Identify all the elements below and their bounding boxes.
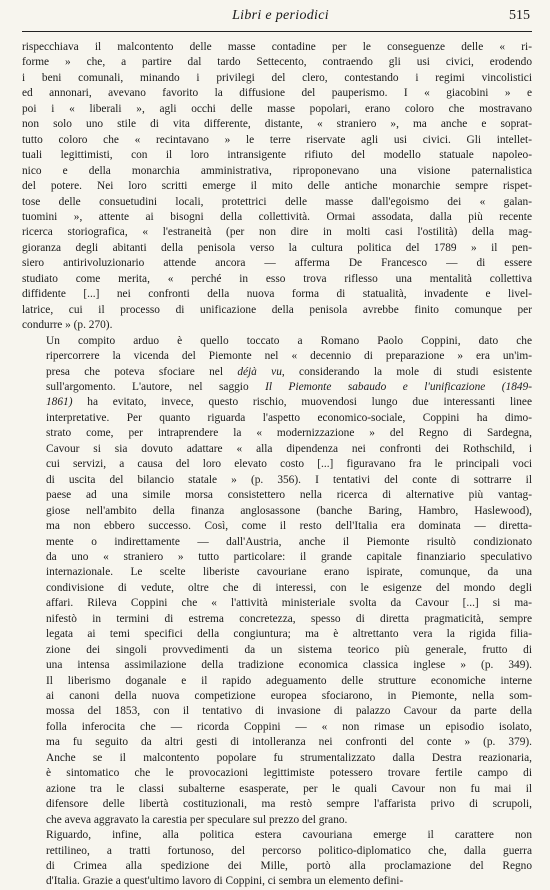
text-line: nico e della monarchia amministrativa, riproponevano una visione paternalistica (22, 164, 532, 177)
text-line: internazionale. Le scelte liberiste cavouriane erano ispirate, comunque, da una (46, 566, 532, 579)
text-line: 1861) ha evitato, invece, questo rischio, muovendosi lungo due interessanti linee (46, 396, 532, 409)
text-line: ed annonari, avevano favorito la diffusione del pauperismo. I « giacobini » e (22, 87, 532, 100)
text-line: del potere. Nei loro scritti emerge il mito delle antiche monarchie sempre rispet- (22, 180, 532, 193)
text-line: forme » che, a partire dal tardo Settecento, contraendo gli usi civici, erodendo (22, 56, 532, 69)
text-line: ripercorrere la vicenda del Piemonte nel « decennio di preparazione » era un'im- (46, 350, 532, 363)
text-line: poi i « liberali », agli occhi delle masse popolari, erano coloro che mostravano (22, 102, 532, 115)
text-line: presa che poteva sfociare nel déjà vu, considerando la mole di studi esistente (46, 365, 532, 378)
text-line: Anche se il malcontento popolare fu strumentalizzato dalla Destra reazionaria, (46, 751, 532, 764)
page (22, 8, 532, 890)
text-line: rispecchiava il malcontento delle masse contadine per le conseguenze delle « ri- (22, 41, 532, 53)
text-line: difensore delle libertà costituzionali, ma restò sempre l'affarista privo di scrupoli, (46, 798, 532, 811)
text-line: i beni comunali, minando i privilegi del clero, contestando i regimi vincolistici (22, 71, 532, 84)
text-line: paese ad una simile morsa consistettero nella ricerca di alternative più vantag- (46, 489, 532, 502)
text-line: condivisione di vedute, oltre che di interessi, con le esigenze del mondo degli (46, 581, 532, 594)
text-line: ma fu seguito da altri gesti di intolleranza nei confronti del conte » (p. 379). (46, 736, 532, 749)
text-line: giose nell'ambito della finanza anglosassone (banche Baring, Hambro, Haslewood), (46, 504, 532, 517)
text-line: che aveva aggravato la carestia per speculare sul prezzo del grano. (46, 813, 348, 826)
journal-section-title: Libri e periodici (232, 8, 329, 23)
text-line: mente o indirettamente — dall'Austria, anche il Piemonte risultò condizionato (46, 535, 532, 548)
page-number: 515 (509, 8, 530, 23)
text-line: è sintomatico che le provocazioni legittimiste potessero trovare fertile campo di (46, 767, 532, 780)
running-header (22, 8, 532, 32)
text-line: Un compito arduo è quello toccato a Romano Paolo Coppini, dato che (46, 334, 532, 347)
text-line: Cavour si sia dovuto adattare « alla dipendenza nei confronti dei Rothschild, i (46, 442, 532, 455)
text-line: studiato come merita, « perché in esso trova riflesso una mentalità collettiva (22, 272, 532, 285)
text-line: mossa del 1853, con il tentativo di invasione di palazzo Cavour da parte della (46, 705, 532, 718)
text-line: siero antirivoluzionario attende ancora — afferma De Francesco — di essere (22, 257, 532, 270)
text-line: cui servizi, a causa del loro elevato costo [...] figuravano fra le principali voci (46, 458, 532, 471)
text-line: tuomini », attente ai bisogni della collettività. Ormai assodata, dalla più recente (22, 210, 532, 223)
text-line: zione dei singoli provvedimenti da un sistema teorico più generale, frutto di (46, 643, 532, 656)
paragraph (22, 334, 532, 829)
text-line: ai canoni della nuova competizione europea sfociarono, in Piemonte, nella som- (46, 690, 532, 703)
text-line: strato come, per intraprendere la « modernizzazione » del Regno di Sardegna, (46, 427, 532, 440)
text-line: gioranza degli abitanti della penisola verso la cultura politica del 1789 » il pen- (22, 241, 532, 254)
text-line: non solo uno stile di vita differente, distante, « straniero », ma anche e soprat- (22, 118, 532, 131)
paragraph (22, 40, 532, 334)
text-line: ma non ebbero successo. Così, come il resto dell'Italia era dominata — diretta- (46, 520, 532, 533)
text-line: affari. Rileva Coppini che « l'attività ministeriale svolta da Cavour [...] si ma- (46, 597, 532, 610)
text-line: interpretative. Per quanto riguarda l'aspetto economico-sociale, Coppini ha dimo- (46, 411, 532, 424)
text-line: tutto coloro che « recintavano » le terre riservate agli usi civici. Gli intellet- (22, 133, 532, 146)
text-line: ricerca storiografica, « l'estraneità (per non dire in molti casi l'ostilità) della mag- (22, 226, 532, 239)
text-line: una intensa assimilazione della tradizione economica classica inglese » (p. 349). (46, 659, 532, 672)
text-line: tuali legittimisti, con il loro intransigente rifiuto del modello statuale napoleo- (22, 149, 532, 162)
text-line: di Crimea alla spedizione dei Mille, portò alla proclamazione del Regno (46, 860, 532, 873)
text-line: sull'argomento. L'autore, nel saggio Il Piemonte sabaudo e l'unificazione (1849- (46, 380, 532, 393)
text-line: legata ai temi specifici della congiuntura; ma è altrettanto vera la rigida filia- (46, 628, 532, 641)
text-line: tose delle consuetudini locali, protettrici delle masse dall'egoismo dei « galan- (22, 195, 532, 208)
text-line: Il liberismo doganale e il rapido adeguamento delle strutture economiche interne (46, 674, 532, 687)
text-line: d'Italia. Grazie a quest'ultimo lavoro di Coppini, ci sembra un elemento defini- (46, 875, 404, 888)
text-line: latrice, cui il processo di unificazione della penisola avrebbe finito comunque per (22, 303, 532, 316)
text-line: diffidente [...] nei confronti della nuova forma di statualità, invadente e livel- (22, 288, 532, 301)
text-line: di uscita del bilancio statale » (p. 356). I tentativi del conte di sottrarre il (46, 473, 532, 486)
text-line: rettilineo, a tratti fortunoso, del percorso politico-diplomatico che, dalla guerra (46, 844, 532, 857)
text-line: condurre » (p. 270). (22, 319, 113, 332)
text-line: azione tra le classi subalterne esasperate, per le quali Cavour non fu mai il (46, 782, 532, 795)
text-line: nifestò in termini di estrema concretezza, spesso di diretta pragmaticità, sempre (46, 612, 532, 625)
text-line: folla inferocita che — ricorda Coppini — « non rimase un episodio isolato, (46, 720, 532, 733)
article-body (22, 40, 532, 890)
text-line: da uno « straniero » tutto particolare: il grande capitale finanziario speculativo (46, 550, 532, 563)
text-line: Riguardo, infine, alla politica estera cavouriana emerge il carattere non (46, 829, 532, 842)
paragraph (22, 828, 532, 890)
